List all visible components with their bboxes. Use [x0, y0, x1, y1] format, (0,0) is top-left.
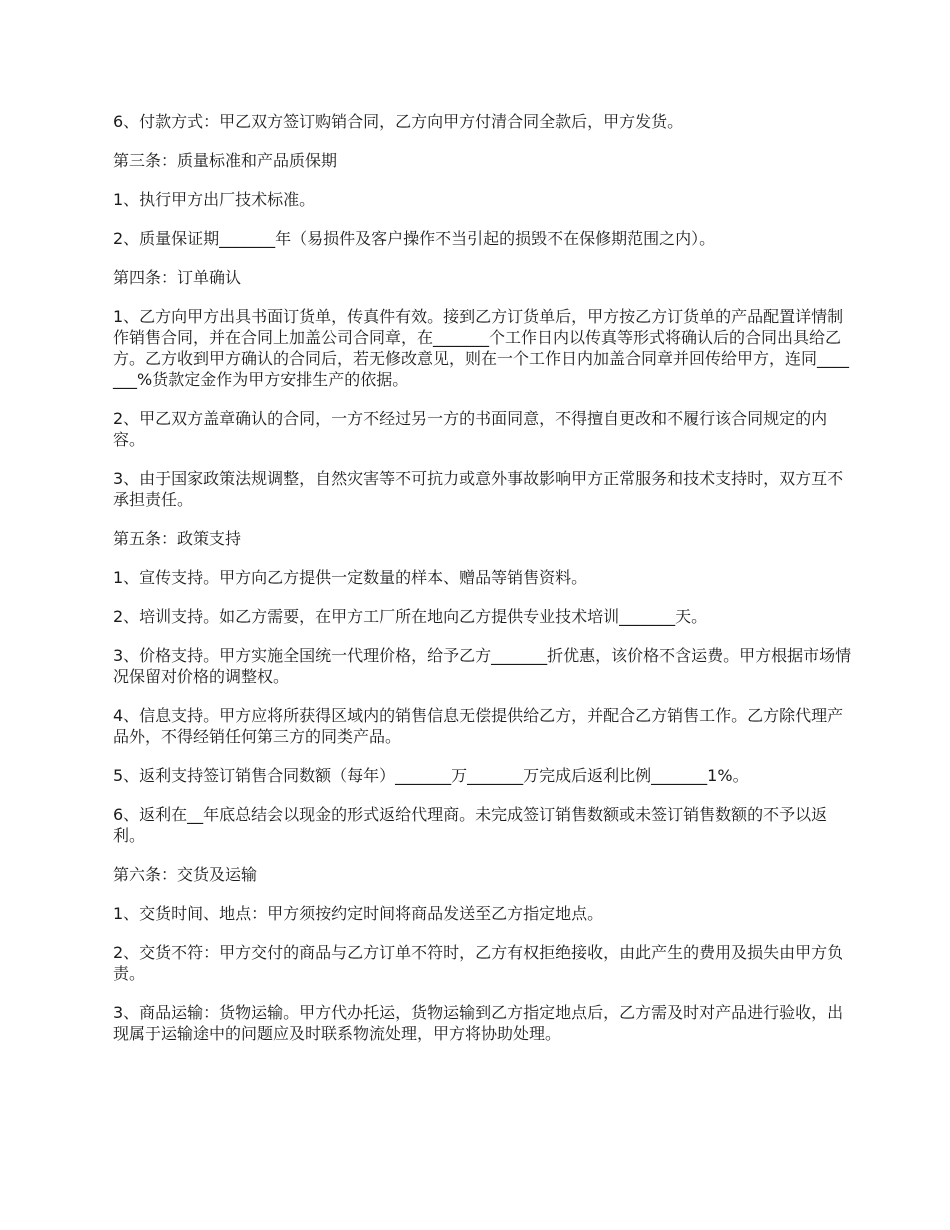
article-4-heading: 第四条：订单确认: [113, 268, 242, 287]
article-5-heading: 第五条：政策支持: [113, 529, 242, 548]
clause-5-1: 1、宣传支持。甲方向乙方提供一定数量的样本、赠品等销售资料。: [113, 568, 588, 587]
clause-4-2: 2、甲乙双方盖章确认的合同，一方不经过另一方的书面同意，不得擅自更改和不履行该合同规定的内容。: [113, 409, 828, 449]
article-6-heading: 第六条：交货及运输: [113, 865, 258, 884]
clause-4-3: 3、由于国家政策法规调整，自然灾害等不可抗力或意外事故影响甲方正常服务和技术支持时，双方互不承担责任。: [113, 469, 844, 509]
clause-payment-method: 6、付款方式：甲乙双方签订购销合同，乙方向甲方付清合同全款后，甲方发货。: [113, 112, 684, 131]
clause-5-3: 3、价格支持。甲方实施全国统一代理价格，给予乙方_______折优惠，该价格不含运费。甲方根据市场情况保留对价格的调整权。: [113, 646, 852, 686]
clause-3-2: 2、质量保证期_______年（易损件及客户操作不当引起的损毁不在保修期范围之内）。: [113, 229, 716, 248]
clause-4-1: 1、乙方向甲方出具书面订货单，传真件有效。接到乙方订货单后，甲方按乙方订货单的产品配置详情制作销售合同，并在合同上加盖公司合同章，在_______个工作日内以传真等形式将确认后的合同出具给乙方。乙方收到甲方确认的合同后，若无修改意见，则在一个工作日内加盖合同章并回传给甲方，连同_______%货款定金作为甲方安排生产的依据。: [113, 307, 850, 389]
clause-6-2: 2、交货不符：甲方交付的商品与乙方订单不符时，乙方有权拒绝接收，由此产生的费用及损失由甲方负责。: [113, 943, 844, 983]
clause-3-1: 1、执行甲方出厂技术标准。: [113, 190, 316, 209]
clause-5-6: 6、返利在__年底总结会以现金的形式返给代理商。未完成签订销售数额或未签订销售数额的不予以返利。: [113, 805, 828, 845]
document-body: [113, 111, 853, 1062]
clause-6-1: 1、交货时间、地点：甲方须按约定时间将商品发送至乙方指定地点。: [113, 904, 604, 923]
article-3-heading: 第三条：质量标准和产品质保期: [113, 151, 338, 170]
clause-5-2: 2、培训支持。如乙方需要，在甲方工厂所在地向乙方提供专业技术培训_______天。: [113, 607, 708, 626]
clause-5-5: 5、返利支持签订销售合同数额（每年）_______万_______万完成后返利比例_______1%。: [113, 766, 749, 785]
clause-6-3: 3、商品运输：货物运输。甲方代办托运，货物运输到乙方指定地点后，乙方需及时对产品进行验收，出现属于运输途中的问题应及时联系物流处理，甲方将协助处理。: [113, 1003, 844, 1043]
clause-5-4: 4、信息支持。甲方应将所获得区域内的销售信息无偿提供给乙方，并配合乙方销售工作。乙方除代理产品外，不得经销任何第三方的同类产品。: [113, 706, 844, 746]
